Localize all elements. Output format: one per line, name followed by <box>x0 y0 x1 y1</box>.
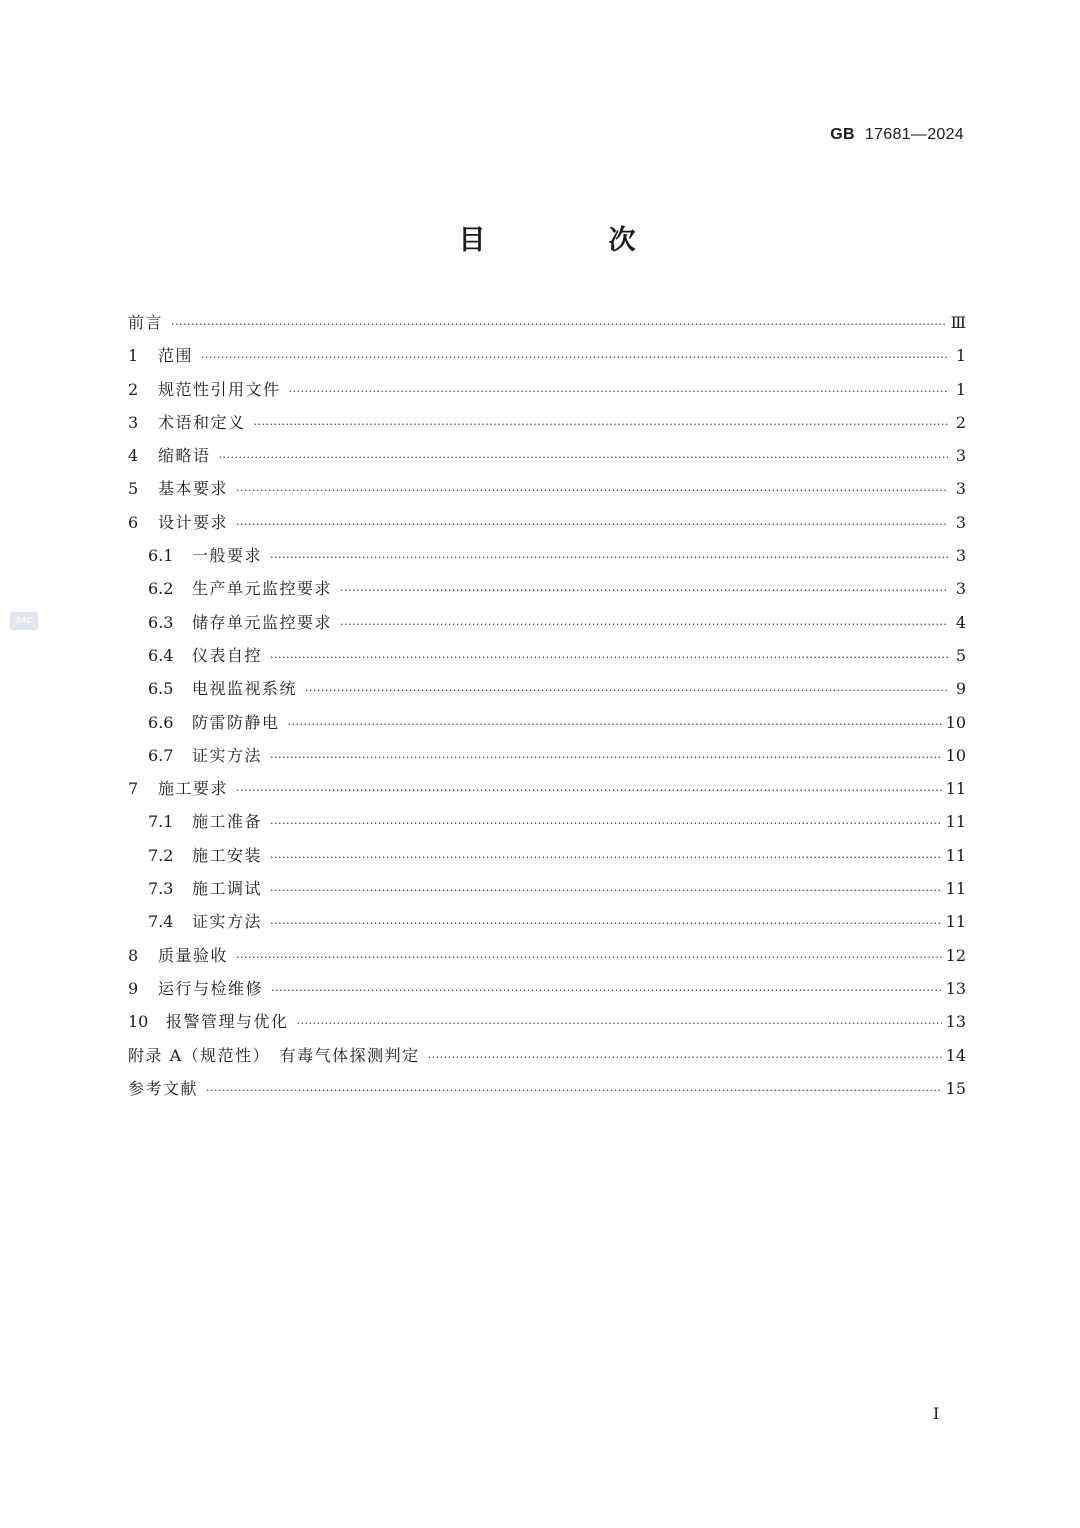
toc-entry-label: 仪表自控 <box>192 645 263 665</box>
toc-entry-page: 2 <box>955 412 966 432</box>
toc-entry-page: 3 <box>955 446 966 466</box>
toc-entry[interactable] <box>128 772 966 805</box>
toc-entry[interactable] <box>128 506 966 539</box>
toc-entry[interactable] <box>128 672 966 705</box>
toc-entry-number: 8 <box>128 945 139 965</box>
toc-entry-number: 7 <box>128 779 139 799</box>
toc-entry[interactable] <box>128 972 966 1005</box>
toc-entry-number: 2 <box>128 379 139 399</box>
toc-leader-dots <box>236 474 948 507</box>
toc-entry[interactable] <box>128 639 966 672</box>
toc-entry-page: 9 <box>955 679 966 699</box>
toc-entry-number: 7.3 <box>148 879 174 899</box>
toc-entry-label: 施工准备 <box>192 812 263 832</box>
toc-entry-label: 一般要求 <box>192 546 263 566</box>
toc-entry[interactable] <box>128 839 966 872</box>
toc-entry-page: 13 <box>945 1012 966 1032</box>
toc-leader-dots <box>270 907 942 940</box>
toc-leader-dots <box>270 841 942 874</box>
toc-leader-dots <box>171 308 947 341</box>
toc-leader-dots <box>340 574 948 607</box>
toc-leader-dots <box>270 807 942 840</box>
toc-entry[interactable] <box>128 739 966 772</box>
toc-entry-number: 6.1 <box>148 546 174 566</box>
toc-entry-number: 6.4 <box>148 645 174 665</box>
toc-leader-dots <box>201 341 948 374</box>
toc-leader-dots <box>271 974 942 1007</box>
toc-leader-dots <box>270 641 948 674</box>
toc-entry-number: 7.2 <box>148 845 174 865</box>
toc-entry-page: 11 <box>945 879 966 899</box>
toc-entry-label: 证实方法 <box>192 912 263 932</box>
toc-entry-label: 施工要求 <box>158 779 229 799</box>
toc-entry[interactable] <box>128 373 966 406</box>
toc-entry[interactable] <box>128 306 966 339</box>
toc-entry-label: 附录 A（规范性） 有毒气体探测判定 <box>128 1045 420 1065</box>
toc-leader-dots <box>254 408 948 441</box>
toc-leader-dots <box>270 541 948 574</box>
toc-entry-page: 3 <box>955 512 966 532</box>
toc-entry-number: 1 <box>128 346 139 366</box>
toc-entry[interactable] <box>128 1039 966 1072</box>
standard-number: 17681—2024 <box>864 126 964 143</box>
toc-entry[interactable] <box>128 539 966 572</box>
toc-entry-page: 4 <box>955 612 966 632</box>
toc-entry[interactable] <box>128 406 966 439</box>
toc-entry-label: 规范性引用文件 <box>158 379 281 399</box>
toc-entry-page: Ⅲ <box>950 313 966 332</box>
toc-entry-page: 12 <box>945 945 966 965</box>
toc-entry-number: 6.5 <box>148 679 174 699</box>
toc-entry-label: 报警管理与优化 <box>166 1012 289 1032</box>
toc-entry-label: 施工调试 <box>192 879 263 899</box>
toc-entry-label: 证实方法 <box>192 745 263 765</box>
toc-entry-label: 设计要求 <box>158 512 229 532</box>
toc-entry-page: 1 <box>955 346 966 366</box>
toc-entry-page: 15 <box>945 1078 966 1098</box>
toc-entry[interactable] <box>128 905 966 938</box>
toc-entry-number: 7.4 <box>148 912 174 932</box>
toc-leader-dots <box>219 441 948 474</box>
toc-leader-dots <box>428 1041 942 1074</box>
toc-entry-number: 6 <box>128 512 139 532</box>
toc-leader-dots <box>236 941 942 974</box>
toc-entry-label: 前言 <box>128 313 164 332</box>
toc-entry[interactable] <box>128 606 966 639</box>
toc-entry-label: 缩略语 <box>158 446 211 466</box>
toc-entry-number: 3 <box>128 412 139 432</box>
toc-leader-dots <box>289 375 948 408</box>
toc-leader-dots <box>340 608 948 641</box>
toc-entry-page: 11 <box>945 779 966 799</box>
page-header <box>830 126 964 144</box>
toc-entry-page: 11 <box>945 912 966 932</box>
toc-entry-number: 6.7 <box>148 745 174 765</box>
toc-leader-dots <box>270 874 942 907</box>
toc-entry-number: 10 <box>128 1012 149 1032</box>
sac-watermark-logo: SAC <box>10 612 38 630</box>
toc-entry-label: 储存单元监控要求 <box>192 612 333 632</box>
toc-entry-label: 施工安装 <box>192 845 263 865</box>
toc-leader-dots <box>297 1007 942 1040</box>
toc-entry[interactable] <box>128 872 966 905</box>
toc-leader-dots <box>206 1074 942 1107</box>
toc-entry-label: 质量验收 <box>158 945 229 965</box>
standard-prefix: GB <box>830 126 855 143</box>
toc-title: 目 次 <box>458 225 684 256</box>
toc-entry-page: 14 <box>945 1045 966 1065</box>
toc-entry-number: 6.6 <box>148 712 174 732</box>
toc-entry-number: 5 <box>128 479 139 499</box>
toc-entry[interactable] <box>128 439 966 472</box>
toc-entry-page: 13 <box>945 978 966 998</box>
toc-entry-page: 1 <box>955 379 966 399</box>
toc-entry[interactable] <box>128 572 966 605</box>
toc-entry-label: 术语和定义 <box>158 412 246 432</box>
toc-entry-page: 5 <box>955 645 966 665</box>
toc-entry-number: 6.2 <box>148 579 174 599</box>
toc-entry-page: 11 <box>945 812 966 832</box>
toc-entry-page: 3 <box>955 579 966 599</box>
toc-entry[interactable] <box>128 1072 966 1105</box>
toc-entry-label: 范围 <box>158 346 194 366</box>
toc-entry-label: 生产单元监控要求 <box>192 579 333 599</box>
toc-entry-page: 3 <box>955 479 966 499</box>
toc-entry[interactable] <box>128 339 966 372</box>
toc-entry-page: 11 <box>945 845 966 865</box>
toc-entry-number: 4 <box>128 446 139 466</box>
toc-entry[interactable] <box>128 805 966 838</box>
toc-entry-number: 6.3 <box>148 612 174 632</box>
toc-entry-page: 10 <box>945 712 966 732</box>
toc-entry[interactable] <box>128 939 966 972</box>
toc-entry[interactable] <box>128 706 966 739</box>
toc-leader-dots <box>236 774 942 807</box>
toc-entry-label: 防雷防静电 <box>192 712 280 732</box>
toc-entry-number: 9 <box>128 978 139 998</box>
page-number: I <box>933 1404 940 1423</box>
toc-entry[interactable] <box>128 472 966 505</box>
toc-entry-label: 参考文献 <box>128 1078 199 1098</box>
toc-entry[interactable] <box>128 1005 966 1038</box>
toc-entry-number: 7.1 <box>148 812 174 832</box>
toc-leader-dots <box>236 508 948 541</box>
toc-leader-dots <box>288 708 942 741</box>
toc-entry-page: 3 <box>955 546 966 566</box>
table-of-contents <box>128 306 966 1105</box>
toc-entry-label: 电视监视系统 <box>192 679 298 699</box>
toc-leader-dots <box>305 674 948 707</box>
toc-entry-label: 运行与检维修 <box>158 978 264 998</box>
toc-entry-page: 10 <box>945 745 966 765</box>
toc-leader-dots <box>270 741 942 774</box>
toc-entry-label: 基本要求 <box>158 479 229 499</box>
